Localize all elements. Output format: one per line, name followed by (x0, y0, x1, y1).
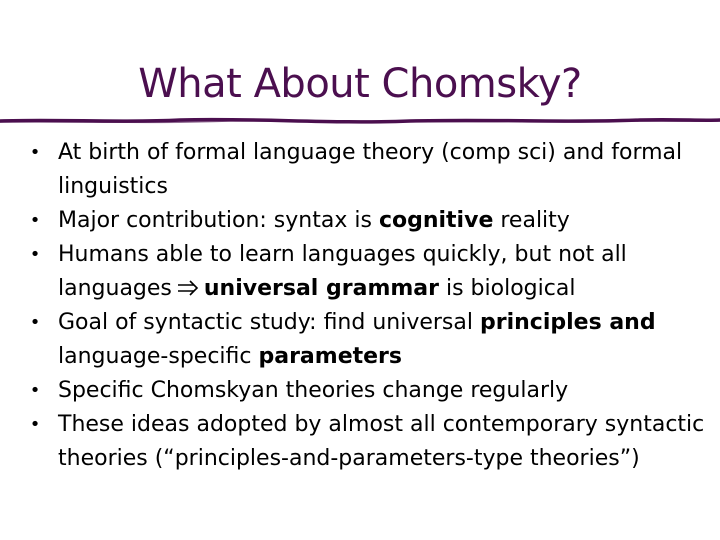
bullet-item (28, 374, 708, 408)
bullet-text: language-specific (58, 344, 259, 369)
bold-term-parameters: parameters (258, 344, 402, 369)
bold-term-cognitive: cognitive (378, 208, 494, 233)
bullet-text: These ideas adopted by almost all contemporary syntactic theories (“principles-and-parameters-type theories”) (58, 412, 705, 471)
title-divider (0, 112, 720, 132)
slide-title: What About Chomsky? (138, 61, 582, 107)
bold-term-universal-grammar: universal grammar (203, 276, 439, 301)
bullet-dot-icon: • (29, 312, 41, 333)
bullet-text: reality (493, 208, 570, 233)
bullet-dot-icon: • (29, 380, 41, 401)
bullet-item (28, 306, 708, 374)
bullet-text: Major contribution: syntax is (58, 208, 379, 233)
bullet-item (28, 136, 708, 204)
bullet-item (28, 408, 708, 476)
bold-term-principles: principles and (479, 310, 656, 335)
implies-arrow-icon (176, 278, 200, 298)
bullet-dot-icon: • (29, 210, 41, 231)
bullet-text: Goal of syntactic study: find universal (58, 310, 480, 335)
bullet-item (28, 238, 708, 306)
bullet-text: Humans able to learn languages quickly, but not all languages (58, 242, 627, 301)
bullet-list (28, 136, 708, 476)
bullet-dot-icon: • (29, 244, 41, 265)
bullet-text: Specific Chomskyan theories change regularly (58, 378, 569, 403)
bullet-item (28, 204, 708, 238)
bullet-text: At birth of formal language theory (comp sci) and formal linguistics (58, 140, 683, 199)
bullet-dot-icon: • (29, 414, 41, 435)
bullet-dot-icon: • (29, 142, 41, 163)
bullet-text: is biological (439, 276, 576, 301)
